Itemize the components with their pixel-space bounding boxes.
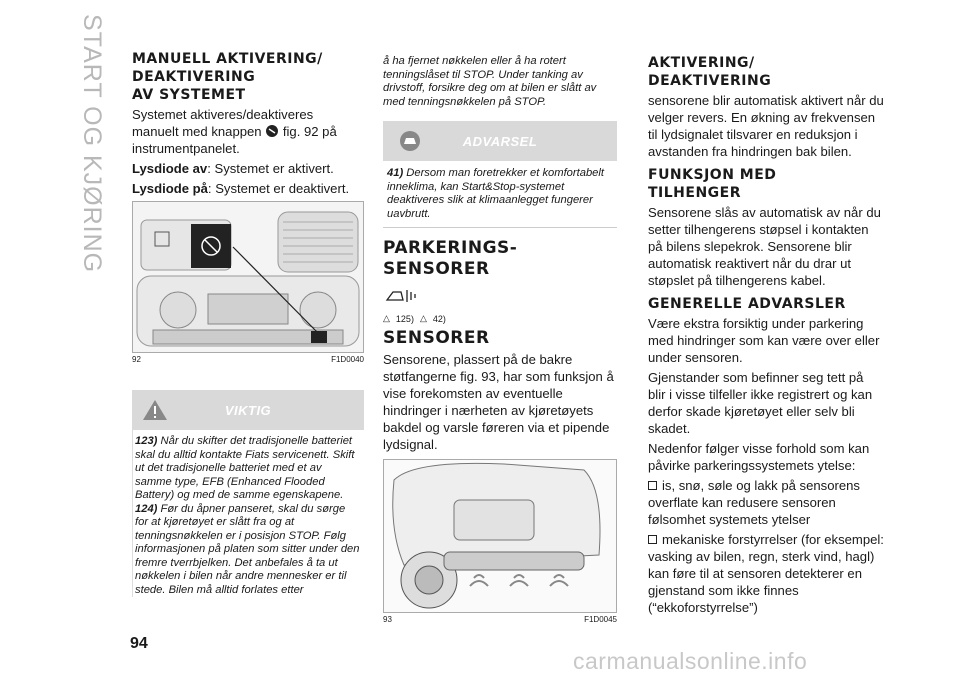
bullet-item-2: mekaniske forstyrrelser (for eksempel: vasking av bilen, regn, sterk vind, hagl) kan føre til at sensoren detekterer en gjenstand som ikke finnes (“ekkoforstyrrelse”): [648, 532, 884, 615]
side-chapter-title: START OG KJØRING: [78, 14, 106, 274]
paragraph-sensors: Sensorene, plassert på de bakre støtfangerne fig. 93, har som funksjon å vise forekomsten av eventuelle hindringer i nærheten av kjøretøyets bakdel og varsle føreren via et pipende lydsignal.: [383, 352, 614, 452]
led-on-line: Lysdiode på: Systemet er deaktivert.: [132, 181, 350, 196]
column-3: [648, 56, 884, 619]
heading-general-warnings: GENERELLE ADVARSLER: [648, 296, 846, 312]
heading-manual-2: DEAKTIVERING: [132, 69, 256, 85]
heading-manual-3: AV SYSTEMET: [132, 87, 246, 103]
led-off-line: Lysdiode av: Systemet er aktivert.: [132, 161, 334, 176]
figure-92-caption: 92 F1D0040: [132, 355, 364, 364]
references: △ 125) △ 42): [383, 313, 446, 324]
dashboard-illustration: [133, 202, 363, 352]
heading-parking-1: PARKERINGS-: [383, 238, 518, 258]
paragraph-trailer: Sensorene slås av automatisk av når du setter tilhengerens støpsel i kontakten på bilens slepekrok. Sensorene blir automatisk reaktivert når du drar ut støpslet på tilhengerens kabel.: [648, 205, 881, 288]
figure-93-caption: 93 F1D0045: [383, 615, 617, 624]
start-stop-button-icon: [265, 124, 279, 138]
figure-92: [132, 201, 364, 353]
important-label: VIKTIG: [224, 403, 272, 418]
note-124: 124) Før du åpner panseret, skal du sørge for at kjøretøyet er slått fra og at tenningsnøkkelen er i posisjon STOP. Følg informasjonen på platen som sitter under den fremre tverrbjelken. Det anbefales å ta ut nøkkelen i bilen når andre mennesker er til stede. Bilen må alltid forlates etter: [135, 502, 360, 596]
paragraph-activation: sensorene blir automatisk aktivert når du velger revers. En økning av frekvensen til lydsignalet tilsvarer en reduksjon i avstanden fra hindringen bak bilen.: [648, 93, 884, 159]
warning-notes: [383, 161, 617, 228]
heading-trailer-1: FUNKSJON MED: [648, 167, 777, 183]
warning-label: ADVARSEL: [462, 134, 538, 149]
column-1: [132, 52, 364, 597]
bullet-icon: [648, 535, 657, 544]
note-41: 41) Dersom man foretrekker et komfortabelt inneklima, kan Start&Stop-systemet deaktiveres slik at klimaanlegget fungerer uavbrutt.: [387, 167, 604, 220]
warning-small-icon: △: [419, 313, 427, 323]
page-number: 94: [130, 635, 148, 652]
book-icon: △: [383, 313, 390, 323]
heading-activation-1: AKTIVERING/: [648, 55, 755, 71]
heading-manual-1: MANUELL AKTIVERING/: [132, 51, 323, 67]
bullet-item-1: is, snø, søle og lakk på sensorens overflate kan redusere sensoren følsomhet systemets ytelser: [648, 478, 860, 527]
important-notes: [132, 430, 364, 597]
heading-activation-2: DEAKTIVERING: [648, 73, 772, 89]
heading-trailer-2: TILHENGER: [648, 185, 742, 201]
car-rear-illustration: [384, 460, 616, 612]
paragraph-manual: Systemet aktiveres/deaktiveres manuelt med knappen fig. 92 på instrumentpanelet.: [132, 107, 337, 156]
column-2: [383, 55, 617, 624]
note-124-continued: å ha fjernet nøkkelen eller å ha rotert tenningslåset til STOP. Under tanking av drivstoff, forsikre deg om at bilen er slått av med tenningsnøkkelen på STOP.: [383, 55, 597, 108]
paragraph-general-1: Være ekstra forsiktig under parkering med hindringer som kan være over eller under sensoren.: [648, 316, 880, 365]
bullet-icon: [648, 481, 657, 490]
note-123: 123) Når du skifter det tradisjonelle batteriet skal du alltid kontakte Fiats servicenett. Skift ut det tradisjonelle batteriet med et av samme type, EFB (Enhanced Flooded Battery) og med de samme egenskapene.: [135, 435, 355, 501]
parking-sensor-icon: [383, 286, 423, 306]
paragraph-general-2: Gjenstander som befinner seg tett på blir i visse tilfeller ikke registrert og kan derfor skade kjøretøyet eller selv bli skadet.: [648, 370, 873, 436]
watermark: carmanualsonline.info: [573, 648, 808, 674]
heading-parking-2: SENSORER: [383, 259, 490, 279]
warning-banner: [383, 121, 617, 161]
important-banner: [132, 390, 364, 430]
figure-93: [383, 459, 617, 613]
heading-sensors: SENSORER: [383, 328, 490, 348]
paragraph-general-3: Nedenfor følger visse forhold som kan påvirke parkeringssystemets ytelse:: [648, 441, 870, 473]
